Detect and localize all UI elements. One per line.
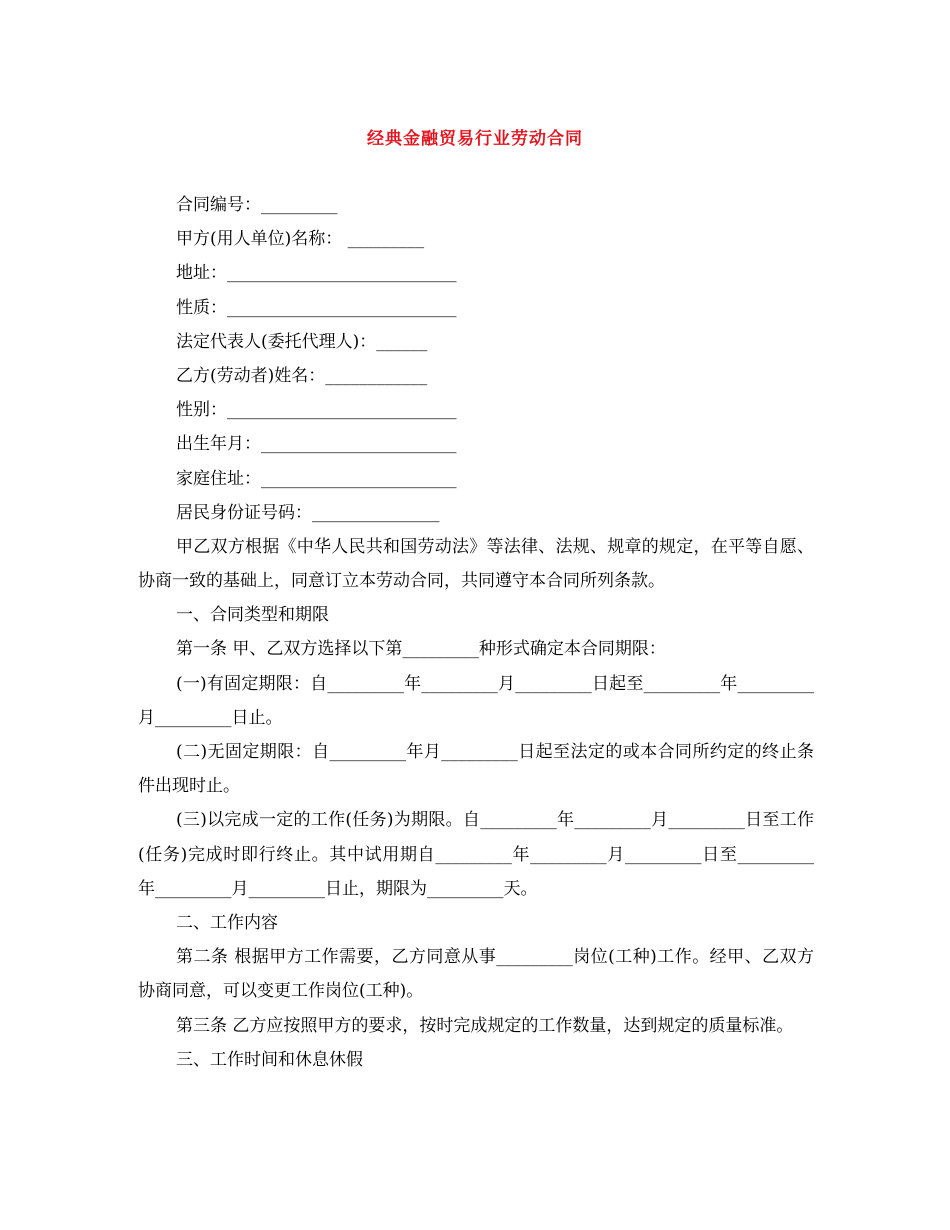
section-heading-work-content: 二、工作内容 (176, 913, 278, 934)
section-heading-contract-type: 一、合同类型和期限 (176, 605, 329, 626)
option-open-term: (二)无固定期限：自_________年月_________日起至法定的或本合同所约定的终止条件出现时止。 (138, 742, 814, 797)
article-2: 第二条 根据甲方工作需要，乙方同意从事_________岗位(工种)工作。经甲、乙双方协商同意，可以变更工作岗位(工种)。 (138, 947, 814, 1002)
section-heading-working-hours: 三、工作时间和休息休假 (176, 1049, 363, 1070)
field-address: 地址：___________________________ (176, 263, 457, 284)
document-title: 经典金融贸易行业劳动合同 (367, 129, 583, 149)
field-contract-number: 合同编号：_________ (176, 195, 338, 215)
field-employer-name: 甲方(用人单位)名称： _________ (176, 229, 425, 250)
article-3: 第三条 乙方应按照甲方的要求，按时完成规定的工作数量，达到规定的质量标准。 (176, 1015, 794, 1036)
option-fixed-term: (一)有固定期限：自_________年_________月_________日起至_________年_________月_________日止。 (138, 673, 814, 728)
field-nature: 性质：___________________________ (176, 297, 457, 318)
field-employee-name: 乙方(劳动者)姓名：____________ (176, 365, 428, 386)
option-task-term: (三)以完成一定的工作(任务)为期限。自_________年_________月_________日至工作(任务)完成时即行终止。其中试用期自_________年_________月_________日至_________年_________月_________日止，期限为_________天。 (138, 810, 814, 899)
field-legal-representative: 法定代表人(委托代理人)：______ (176, 331, 428, 352)
intro-paragraph: 甲乙双方根据《中华人民共和国劳动法》等法律、法规、规章的规定，在平等自愿、协商一致的基础上，同意订立本劳动合同，共同遵守本合同所列条款。 (138, 536, 814, 592)
field-birth-date: 出生年月：_______________________ (176, 434, 457, 455)
field-home-address: 家庭住址：_______________________ (176, 468, 457, 489)
field-gender: 性别：___________________________ (176, 400, 457, 421)
article-1: 第一条 甲、乙双方选择以下第_________种形式确定本合同期限： (176, 639, 666, 660)
field-id-number: 居民身份证号码：_______________ (176, 502, 440, 523)
contract-body (138, 188, 814, 1077)
